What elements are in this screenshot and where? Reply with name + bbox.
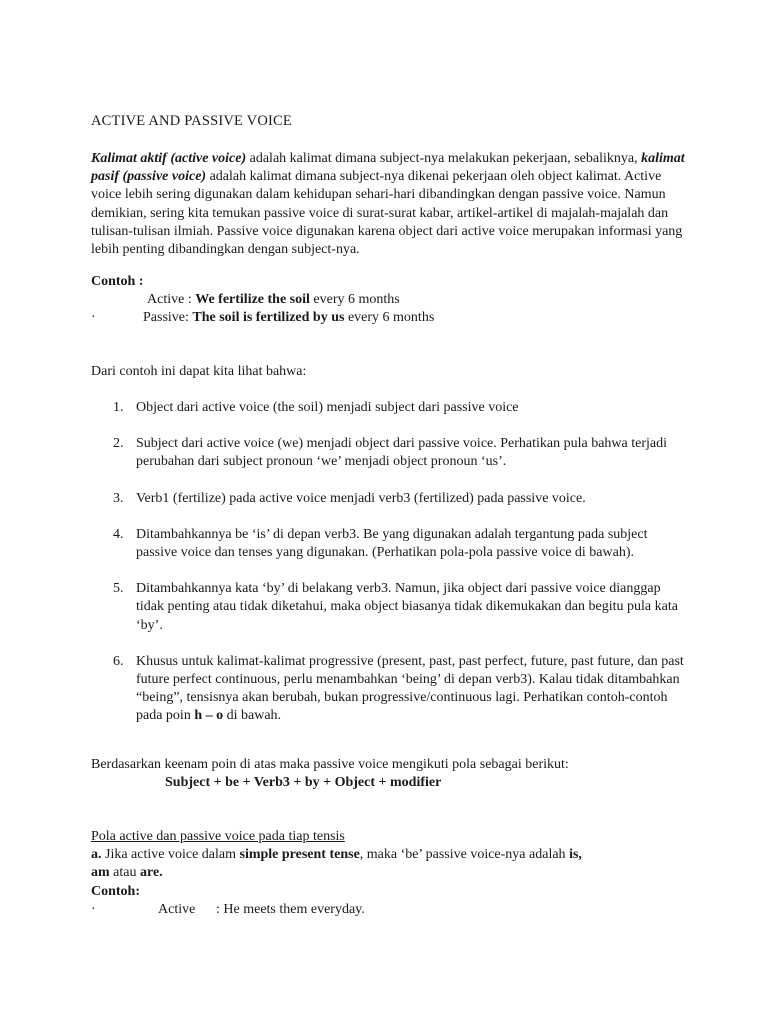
intro-text-1: adalah kalimat dimana subject-nya melakukan pekerjaan, sebaliknya, xyxy=(246,151,642,166)
list-item: 1. Object dari active voice (the soil) menjadi subject dari passive voice xyxy=(113,400,519,415)
list-item: 2. Subject dari active voice (we) menjadi object dari passive voice. Perhatikan pula bahwa terjadi perubahan dari subject pronoun ‘we’ menjadi object pronoun ‘us’. xyxy=(113,436,668,470)
bullet-icon: · xyxy=(91,901,96,917)
passive-formula: Subject + be + Verb3 + by + Object + modifier xyxy=(165,775,442,790)
list-item: 3. Verb1 (fertilize) pada active voice menjadi verb3 (fertilized) pada passive voice. xyxy=(113,490,586,506)
intro-paragraph xyxy=(91,150,693,259)
rules-list xyxy=(91,399,691,744)
section-example-heading: Contoh: xyxy=(91,883,141,899)
example-active-line: Active : We fertilize the soil every 6 months xyxy=(147,292,400,308)
summary-text: Berdasarkan keenam poin di atas maka passive voice mengikuti pola sebagai berikut: xyxy=(91,757,569,772)
tense-section xyxy=(91,828,693,919)
intro-text-2: adalah kalimat dimana subject-nya dikenai pekerjaan oleh object kalimat. Active voice lebih sering digunakan dalam kehidupan sehari-hari dibandingkan dengan passive voice. Namun demikian, sering kita temukan passive voice di surat-surat kabar, artikel-artikel di majalah-majalah dan tulisan-tulisan ilmiah. Passive voice digunakan karena object dari active voice merupakan informasi yang lebih penting dibandingkan dengan subject-nya. xyxy=(91,169,683,258)
term-passive-voice: kalimat pasif (passive voice) xyxy=(91,151,685,185)
example-passive-line: · Passive: The soil is fertilized by us every 6 months xyxy=(91,309,691,327)
section-heading: Pola active dan passive voice pada tiap tensis xyxy=(91,829,345,844)
example-block xyxy=(91,273,691,328)
example-heading: Contoh : xyxy=(91,274,144,289)
page-title: ACTIVE AND PASSIVE VOICE xyxy=(91,113,292,129)
list-item: 6. Khusus untuk kalimat-kalimat progressive (present, past, past perfect, future, past future, dan past future perfect continuous, perlu menambahkan ‘being’ di depan verb3). Kalau tidak ditambahkan “being”, tensisnya akan berubah, bukan progressive/continuous lagi. Perhatikan contoh-contoh pada poin h – o di bawah. xyxy=(113,653,684,724)
term-active-voice: Kalimat aktif (active voice) xyxy=(91,151,247,166)
list-item: 4. Ditambahkannya be ‘is’ di depan verb3. Be yang digunakan adalah tergantung pada subject passive voice dan tenses yang digunakan. (Perhatikan pola-pola passive voice di bawah). xyxy=(113,526,648,561)
observation-intro: Dari contoh ini dapat kita lihat bahwa: xyxy=(91,364,307,379)
section-example-line: · Active : He meets them everyday. xyxy=(91,901,693,919)
section-point-a: a. Jika active voice dalam simple present tense, maka ‘be’ passive voice-nya adalah is, am atau are. xyxy=(91,847,582,881)
bullet-icon: · xyxy=(91,310,96,326)
list-item: 5. Ditambahkannya kata ‘by’ di belakang verb3. Namun, jika object dari passive voice dianggap tidak penting atau tidak diketahui, maka object biasanya tidak dikemukakan dan begitu pula kata ‘by’. xyxy=(113,581,678,633)
